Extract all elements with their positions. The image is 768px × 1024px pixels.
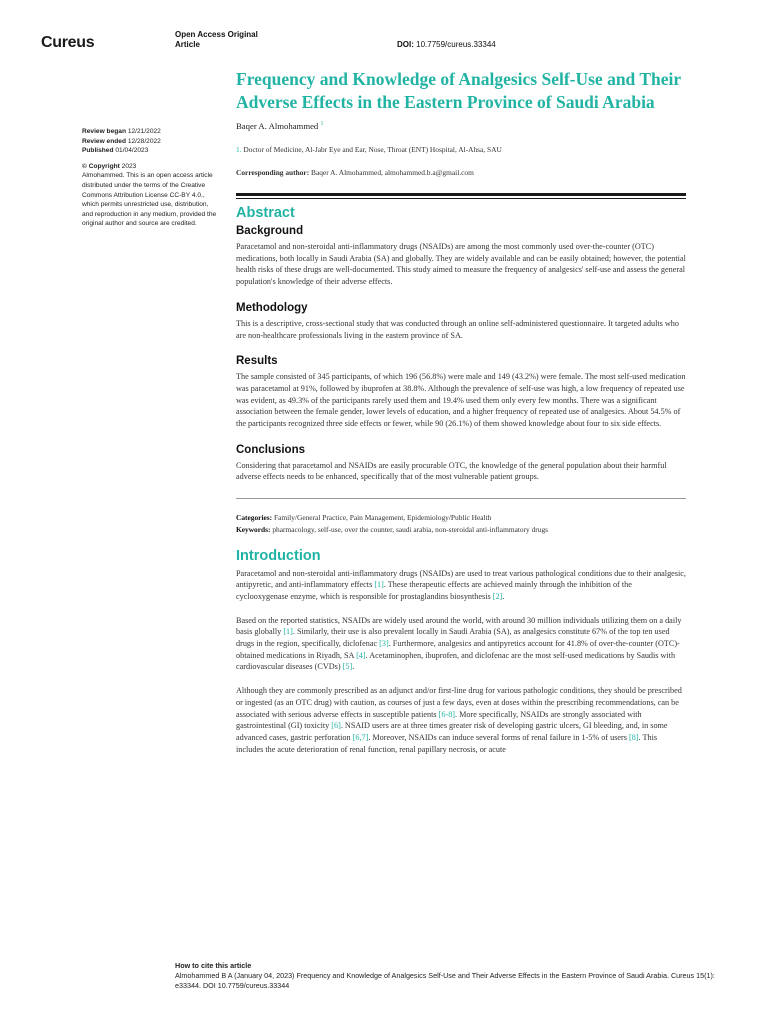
conclusions-text: Considering that paracetamol and NSAIDs are easily procurable OTC, the knowledge of the general population about their harmful adverse effects needs to be enhanced, specifically that of the most vulnerable patient groups. — [236, 460, 667, 482]
published — [82, 146, 218, 156]
article-type — [175, 30, 258, 50]
review-ended-label: Review ended — [82, 137, 126, 145]
intro-p1-text-a: Paracetamol and non-steroidal anti-inflammatory drugs (NSAIDs) are used to treat various pathological conditions due to their analgesic, antipyretic, and anti-inflammatory effects — [236, 568, 686, 590]
review-ended-date: 12/28/2022 — [127, 137, 161, 145]
published-label: Published — [82, 147, 114, 155]
journal-logo[interactable]: Cureus — [41, 34, 95, 51]
citation-link[interactable]: [5] — [342, 662, 353, 672]
citation-link[interactable]: [1] — [283, 627, 293, 637]
cite-heading — [175, 961, 735, 971]
doi-label: DOI: — [397, 40, 414, 49]
doi — [397, 40, 496, 49]
introduction-heading: Introduction — [236, 547, 321, 564]
doi-link[interactable]: 10.7759/cureus.33344 — [416, 40, 496, 49]
article-type-line1: Open Access Original — [175, 30, 258, 39]
background-heading: Background — [236, 225, 304, 237]
categories-label: Categories: — [236, 513, 273, 523]
citation-link[interactable]: [1] — [374, 580, 384, 590]
corresponding-author — [236, 168, 686, 177]
author-name[interactable]: Baqer A. Almohammed — [236, 121, 319, 131]
review-ended — [82, 137, 218, 147]
abstract-heading: Abstract — [236, 205, 295, 221]
citation-text: Almohammed B A (January 04, 2023) Frequency and Knowledge of Analgesics Self-Use and Their Adverse Effects in the Eastern Province of Saudi Arabia. Cureus 15(1): e33344. DOI 10.7759/cureus.33344 — [175, 971, 715, 990]
methodology-heading: Methodology — [236, 301, 308, 314]
conclusions-heading: Conclusions — [236, 443, 306, 456]
copyright-label: © Copyright — [82, 162, 120, 170]
affiliation-text: Doctor of Medicine, Al-Jabr Eye and Ear, Nose, Throat (ENT) Hospital, Al-Ahsa, SAU — [243, 145, 502, 154]
citation-footer — [175, 961, 735, 991]
categories — [236, 512, 686, 524]
intro-paragraph-1 — [236, 568, 686, 603]
intro-p3-text-d: . Moreover, NSAIDs can induce several forms of renal failure in 1-5% of users — [368, 732, 629, 742]
citation-link[interactable]: [8] — [629, 732, 639, 742]
published-date: 01/04/2023 — [115, 147, 149, 155]
review-began — [82, 127, 218, 137]
review-began-label: Review began — [82, 128, 126, 135]
intro-p2-text-d: . Acetaminophen, ibuprofen, and diclofenac are the most self-used medications by Saudis with cardiovascular diseases (CVDs) — [236, 650, 676, 672]
article-type-line2: Article — [175, 40, 200, 49]
citation-link[interactable]: [6] — [331, 721, 341, 731]
intro-p2-text-b: . Similarly, their use is also prevalent locally in Saudi Arabia (SA), as analgesics constitute 67% of the top ten used drugs in the region, specifically, diclofenac — [236, 627, 670, 649]
article-main — [236, 68, 686, 755]
citation-link[interactable]: [6,7] — [352, 732, 369, 742]
keywords-text: pharmacology, self-use, over the counter, saudi arabia, non-steroidal anti-inflammatory drugs — [272, 524, 549, 534]
citation-link[interactable]: [6-8] — [438, 709, 456, 719]
intro-p2-text-e: . — [352, 662, 355, 672]
section-divider — [236, 193, 686, 199]
copyright-year: 2023 — [121, 162, 137, 170]
intro-paragraph-3 — [236, 685, 686, 755]
cite-heading-text: How to cite this article — [175, 961, 252, 970]
results-text: The sample consisted of 345 participants, of which 196 (56.8%) were male and 149 (43.2%) were female. The most self-used medication was paracetamol at 91%, followed by ibuprofen at 38.8%. Although the prevalence of self-use was high, a low frequency of repeated use was evident, as 49.3% of the participants rarely used them and 19.4% used them only every few months. There was a significant association between the female gender, lower levels of education, and a higher frequency of repeated use of analgesics. About 54.5% of the participants recognized three side effects or fewer, while 90 (26.1%) of them showed knowledge about four to six side effects. — [236, 372, 686, 429]
categories-keywords — [236, 512, 686, 535]
intro-paragraph-2 — [236, 615, 686, 674]
methodology-text: This is a descriptive, cross-sectional study that was conducted through an online self-administered questionnaire. It targeted adults who are non-healthcare professionals living in the eastern province of SA. — [236, 318, 679, 340]
keywords — [236, 524, 686, 536]
sidebar — [82, 127, 218, 229]
corresponding-label: Corresponding author: — [236, 168, 310, 177]
categories-text: Family/General Practice, Pain Management, Epidemiology/Public Health — [273, 513, 492, 523]
background-text: Paracetamol and non-steroidal anti-inflammatory drugs (NSAIDs) are among the most commonly used over-the-counter (OTC) medications, both locally in Saudi Arabia (SA) and globally. They are widely available and can be easily obtained; however, the potential health risks of these drugs are well-documented. This study aimed to measure the frequency of analgesics' self-use and assess the general population's knowledge of their adverse effects. — [236, 242, 686, 287]
review-began-date: 12/21/2022 — [127, 128, 161, 135]
copyright — [82, 162, 218, 172]
citation-link[interactable]: [3] — [379, 639, 389, 649]
results-heading: Results — [236, 355, 278, 368]
intro-p3-text-b: . More specifically, NSAIDs are strongly associated with gastrointestinal (GI) toxicity — [236, 709, 642, 731]
intro-p2-text-a: Based on the reported statistics, NSAIDs are widely used around the world, with around 30 million individuals utilizing them on a daily basis globally — [236, 615, 682, 637]
keywords-label: Keywords: — [236, 524, 271, 534]
intro-p2-text-c: . Furthermore, analgesics and antipyretics account for 41.8% of over-the-counter (OTC)-obtained medications in Riyadh, SA — [236, 639, 680, 660]
intro-p1-text-b: . These therapeutic effects are achieved mainly through the inhibition of the cyclooxygenase enzyme, which is responsible for prostaglandins biosynthesis — [236, 580, 632, 601]
affiliation — [236, 145, 686, 154]
intro-p3-text-a: Although they are commonly prescribed as an adjunct and/or first-line drug for various pathologic conditions, they should be prescribed or ingested (as an OTC drug) with caution, as courses of just a few days, even at doses within the prescribing recommendations, can be associated with serious adverse effects in susceptible patients — [236, 686, 682, 719]
author-affiliation-sup: 1 — [320, 121, 324, 128]
intro-p3-text-e: . This includes the acute deterioration of renal function, renal papillary necrosis, or acute — [236, 732, 658, 754]
citation-link[interactable]: [2] — [492, 591, 503, 601]
author-line — [236, 121, 686, 131]
license-text: Almohammed. This is an open access article distributed under the terms of the Creative Commons Attribution License CC-BY 4.0., which permits unrestricted use, distribution, and reproduction in any medium, provided the original author and source are credited. — [82, 172, 217, 228]
affiliation-number: 1. — [236, 145, 242, 154]
abstract-end-divider — [236, 498, 686, 499]
intro-p1-text-c: . — [502, 591, 505, 601]
corresponding-text[interactable]: Baqer A. Almohammed, almohammed.b.a@gmail.com — [311, 168, 474, 177]
article-title: Frequency and Knowledge of Analgesics Self-Use and Their Adverse Effects in the Eastern Province of Saudi Arabia — [236, 69, 681, 112]
citation-link[interactable]: [4] — [356, 650, 366, 660]
intro-p3-text-c: . NSAID users are at three times greater risk of developing gastric ulcers, GI bleeding, and, in some advanced cases, gastric perforation — [236, 721, 668, 742]
